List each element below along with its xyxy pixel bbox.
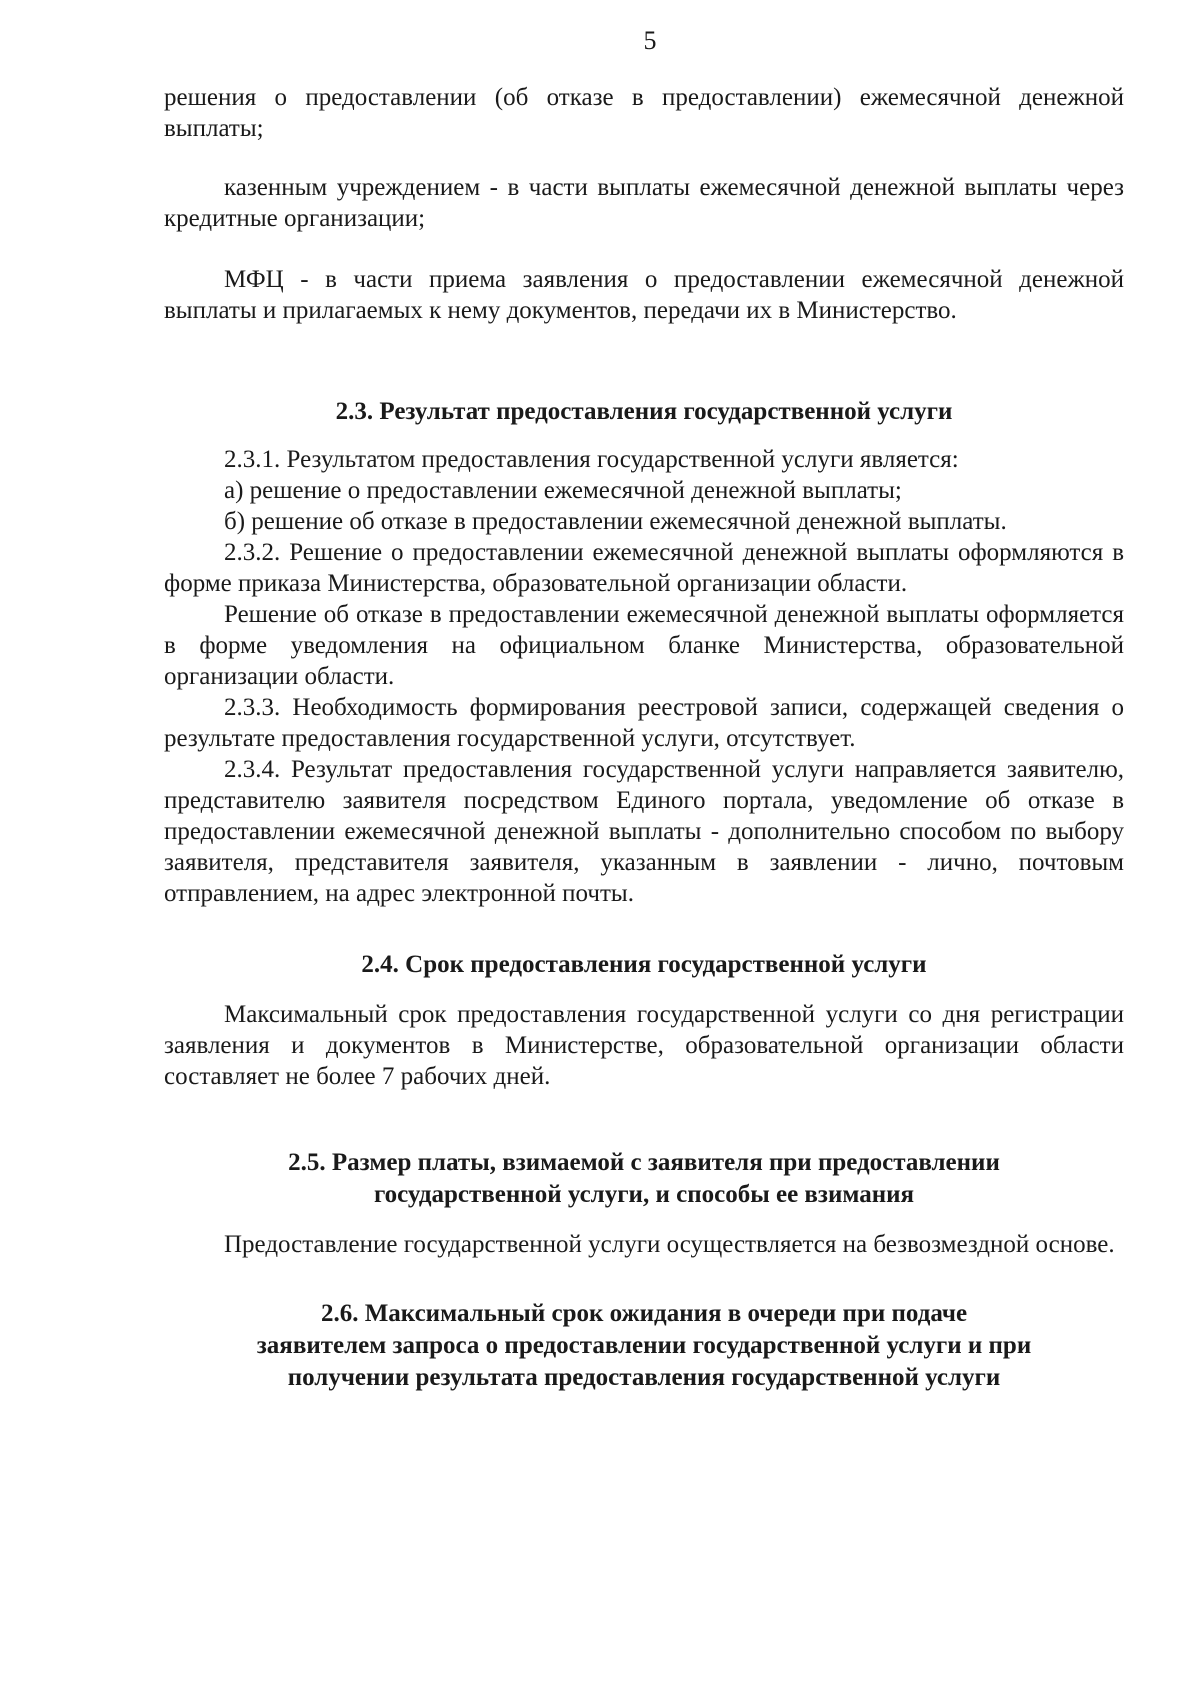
section-heading-2-4: 2.4. Срок предоставления государственной услуги [361,951,927,978]
paragraph: а) решение о предоставлении ежемесячной денежной выплаты; [224,477,902,504]
paragraph: 2.3.4. Результат предоставления государственной услуги направляется заявителю, представителю заявителя посредством Единого портала, уведомление об отказе в предоставлении ежемесячной денежной выплаты - дополнительно способом по выбору заявителя, представителя заявителя, указанным в заявлении - лично, почтовым отправлением, на адрес электронной почты. [164,756,1124,907]
paragraph: Предоставление государственной услуги осуществляется на безвозмездной основе. [224,1231,1115,1258]
paragraph: Решение об отказе в предоставлении ежемесячной денежной выплаты оформляется в форме уведомления на официальном бланке Министерства, образовательной организации области. [164,601,1124,690]
paragraph: 2.3.1. Результатом предоставления государственной услуги является: [224,446,959,473]
heading-line: государственной услуги, и способы ее взимания [373,1181,915,1208]
paragraph: б) решение об отказе в предоставлении ежемесячной денежной выплаты. [224,508,1007,535]
page-number: 5 [643,26,657,55]
heading-line: получении результата предоставления государственной услуги [287,1364,1001,1391]
section-heading-2-3: 2.3. Результат предоставления государственной услуги [335,398,953,425]
heading-line: 2.6. Максимальный срок ожидания в очереди при подаче [320,1300,968,1327]
heading-line: заявителем запроса о предоставлении государственной услуги и при [256,1332,1032,1359]
paragraph: решения о предоставлении (об отказе в предоставлении) ежемесячной денежной выплаты; [164,84,1124,142]
paragraph: 2.3.2. Решение о предоставлении ежемесячной денежной выплаты оформляются в форме приказа Министерства, образовательной организации области. [164,539,1124,597]
paragraph: Максимальный срок предоставления государственной услуги со дня регистрации заявления и документов в Министерстве, образовательной организации области составляет не более 7 рабочих дней. [164,1001,1124,1090]
paragraph: МФЦ - в части приема заявления о предоставлении ежемесячной денежной выплаты и прилагаемых к нему документов, передачи их в Министерство. [164,266,1124,324]
section-heading-2-5 [164,1147,1124,1211]
section-heading-2-6 [164,1298,1124,1394]
document-body [164,82,1124,1394]
paragraph: 2.3.3. Необходимость формирования реестровой записи, содержащей сведения о результате предоставления государственной услуги, отсутствует. [164,694,1124,752]
paragraph: казенным учреждением - в части выплаты ежемесячной денежной выплаты через кредитные организации; [164,174,1124,232]
heading-line: 2.5. Размер платы, взимаемой с заявителя при предоставлении [288,1149,1000,1176]
